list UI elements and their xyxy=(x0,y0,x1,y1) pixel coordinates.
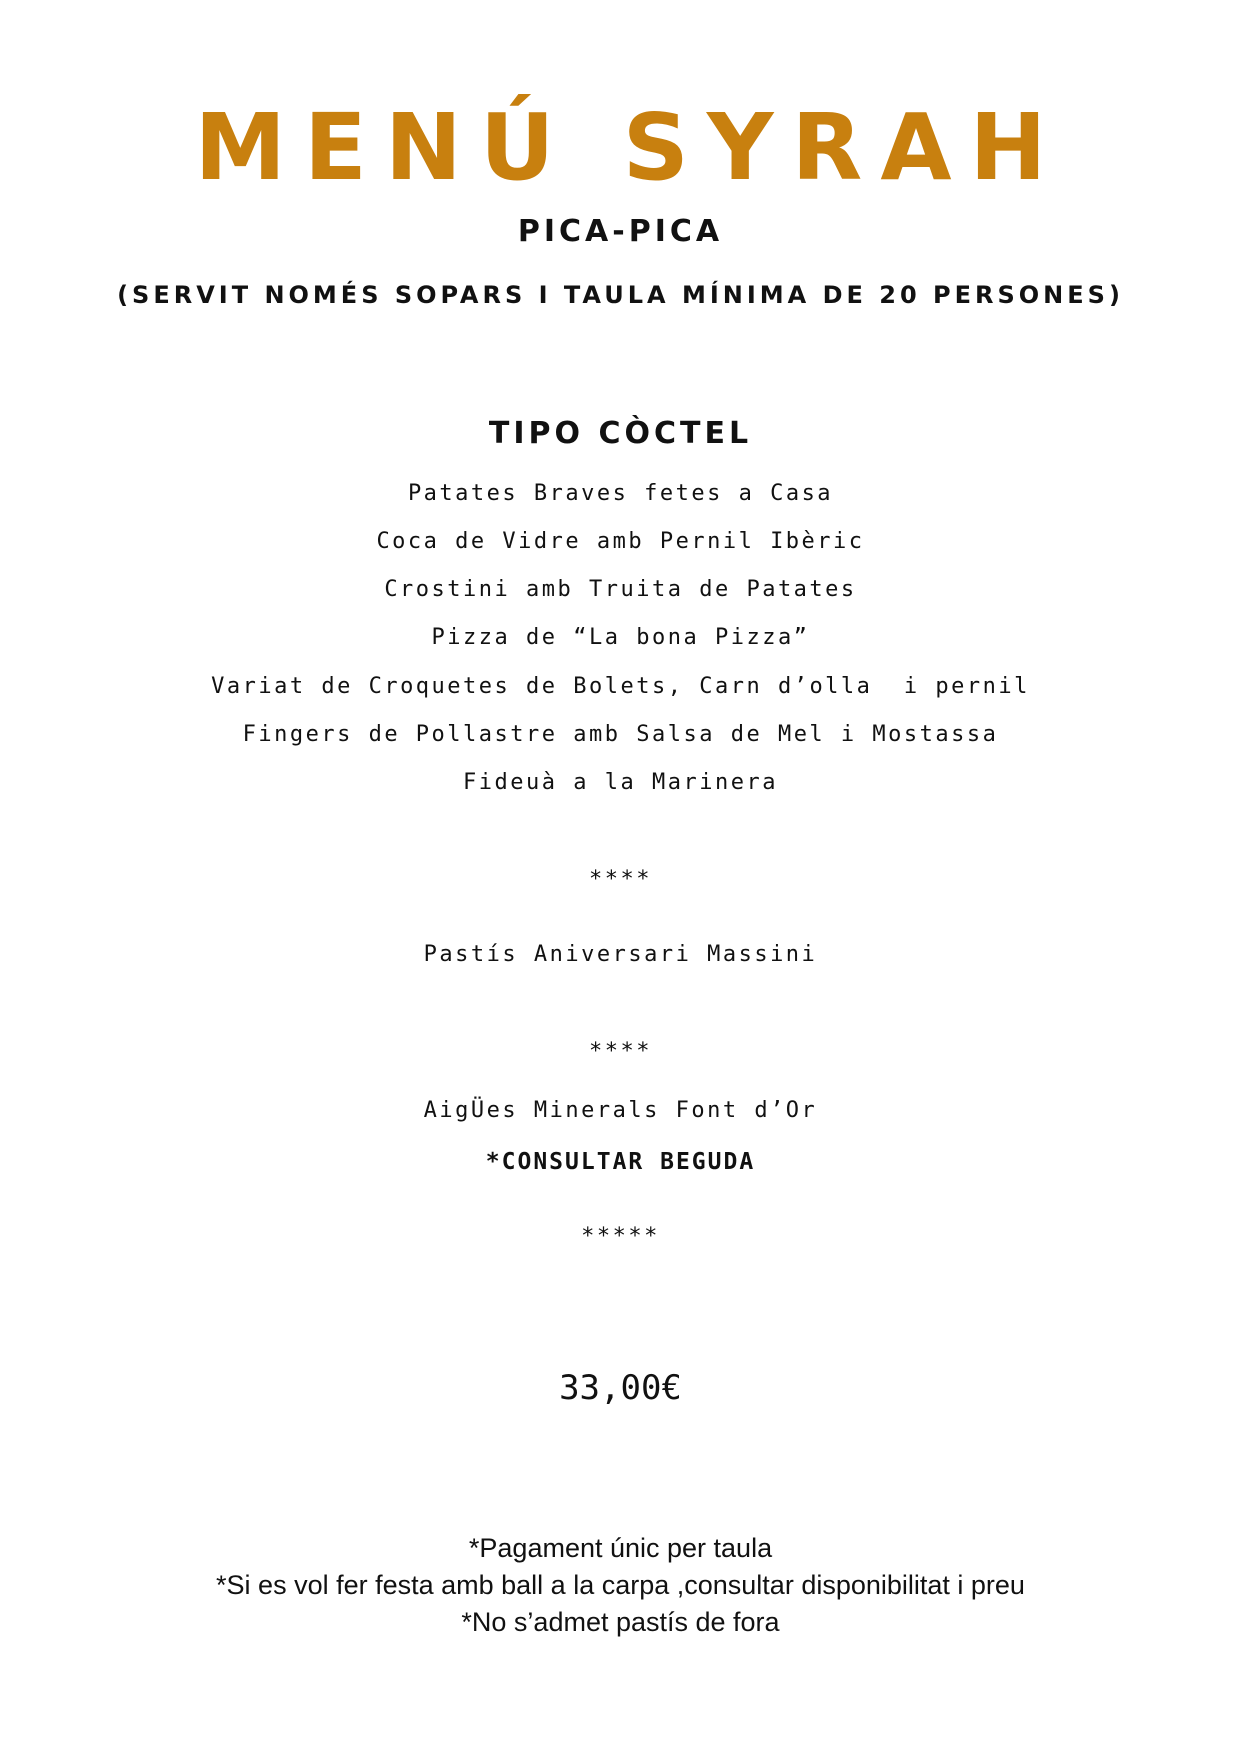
footer-note: *Si es vol fer festa amb ball a la carpa ,consultar disponibilitat i preu xyxy=(216,1570,1025,1600)
menu-condition: (SERVIT NOMÉS SOPARS I TAULA MÍNIMA DE 20 PERSONES) xyxy=(117,281,1124,309)
menu-item: Pizza de “La bona Pizza” xyxy=(431,625,810,650)
footer-note: *No s’admet pastís de fora xyxy=(461,1607,780,1637)
menu-subtitle: PICA-PICA xyxy=(517,214,724,249)
menu-title: MENÚ SYRAH xyxy=(194,94,1065,201)
drinks-note: *CONSULTAR BEGUDA xyxy=(485,1149,756,1175)
footer-note: *Pagament únic per taula xyxy=(468,1533,773,1563)
menu-item: Variat de Croquetes de Bolets, Carn d’olla i pernil xyxy=(211,674,1030,699)
separator: **** xyxy=(589,1039,652,1064)
menu-item: Coca de Vidre amb Pernil Ibèric xyxy=(376,529,865,554)
section-title: TIPO CÒCTEL xyxy=(488,416,753,451)
separator: **** xyxy=(589,867,652,892)
drinks-item: AigÜes Minerals Font d’Or xyxy=(423,1098,818,1123)
menu-item: Crostini amb Truita de Patates xyxy=(384,577,857,602)
menu-item: Patates Braves fetes a Casa xyxy=(407,481,834,506)
menu-item: Fingers de Pollastre amb Salsa de Mel i Mostassa xyxy=(242,722,999,747)
menu-item: Fideuà a la Marinera xyxy=(463,770,778,795)
separator: ***** xyxy=(581,1224,660,1249)
dessert-item: Pastís Aniversari Massini xyxy=(423,942,818,967)
menu-price: 33,00€ xyxy=(559,1368,682,1408)
